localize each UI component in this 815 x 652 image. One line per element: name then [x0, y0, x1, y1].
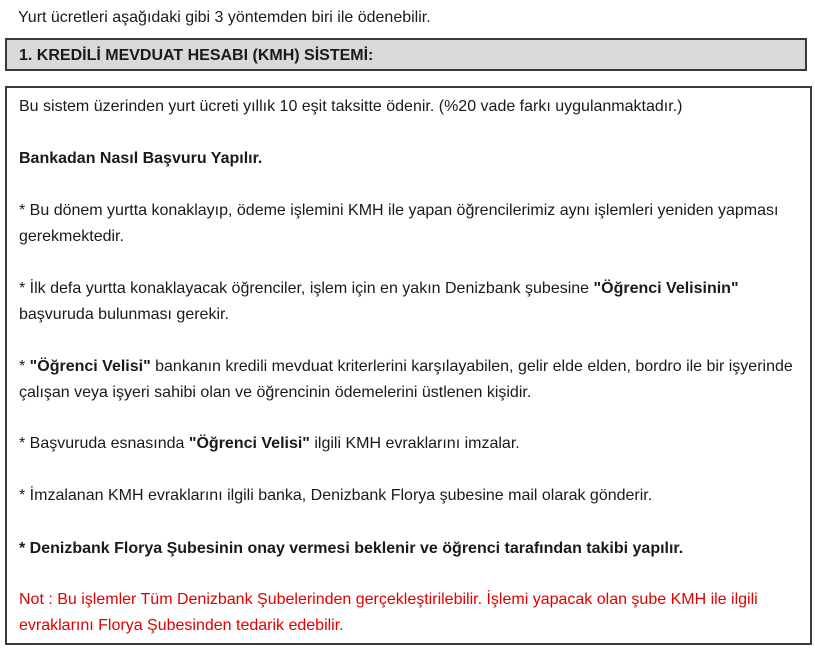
paragraph-guardian-definition: [19, 354, 800, 406]
section-header: [5, 38, 807, 71]
p4-text-a: *: [19, 358, 30, 375]
p5-text-c: ilgili KMH evraklarını imzalar.: [309, 435, 520, 452]
paragraph-first-time: [19, 276, 800, 328]
p5-text-a: * Başvuruda esnasında: [19, 435, 189, 452]
paragraph-returning-students: * Bu dönem yurtta konaklayıp, ödeme işlemini KMH ile yapan öğrencilerimiz aynı işlemleri yeniden yapması gerekmektedir.: [19, 202, 779, 245]
paragraph-mail: * İmzalanan KMH evraklarını ilgili banka, Denizbank Florya şubesine mail olarak gönderir.: [19, 487, 653, 504]
intro-text: Yurt ücretleri aşağıdaki gibi 3 yöntemden biri ile ödenebilir.: [18, 9, 431, 26]
paragraph-signing: [19, 431, 800, 457]
p5-text-bold: "Öğrenci Velisi": [188, 435, 310, 452]
note-text: Not : Bu işlemler Tüm Denizbank Şubelerinden gerçekleştirilebilir. İşlemi yapacak olan şube KMH ile ilgili evraklarını Florya Şubesinden tedarik edebilir.: [19, 591, 758, 634]
section-title: 1. KREDİLİ MEVDUAT HESABI (KMH) SİSTEMİ:: [19, 47, 374, 64]
content-box: [5, 86, 812, 645]
paragraph-installments: Bu sistem üzerinden yurt ücreti yıllık 10 eşit taksitte ödenir. (%20 vade farkı uygulanmaktadır.): [19, 98, 683, 115]
p4-text-c: bankanın kredili mevduat kriterlerini karşılayabilen, gelir elde elden, bordro ile bir işyerinde çalışan veya işyeri sahibi olan ve öğrencinin ödemelerini üstlenen kişidir.: [19, 358, 793, 401]
p4-text-bold: "Öğrenci Velisi": [29, 358, 151, 375]
paragraph-approval: * Denizbank Florya Şubesinin onay vermesi beklenir ve öğrenci tarafından takibi yapılır.: [19, 540, 684, 557]
paragraph-heading: Bankadan Nasıl Başvuru Yapılır.: [19, 150, 263, 167]
p3-text-c: başvuruda bulunması gerekir.: [19, 306, 229, 323]
p3-text-a: * İlk defa yurtta konaklayacak öğrenciler, işlem için en yakın Denizbank şubesine: [19, 280, 594, 297]
p3-text-bold: "Öğrenci Velisinin": [593, 280, 739, 297]
